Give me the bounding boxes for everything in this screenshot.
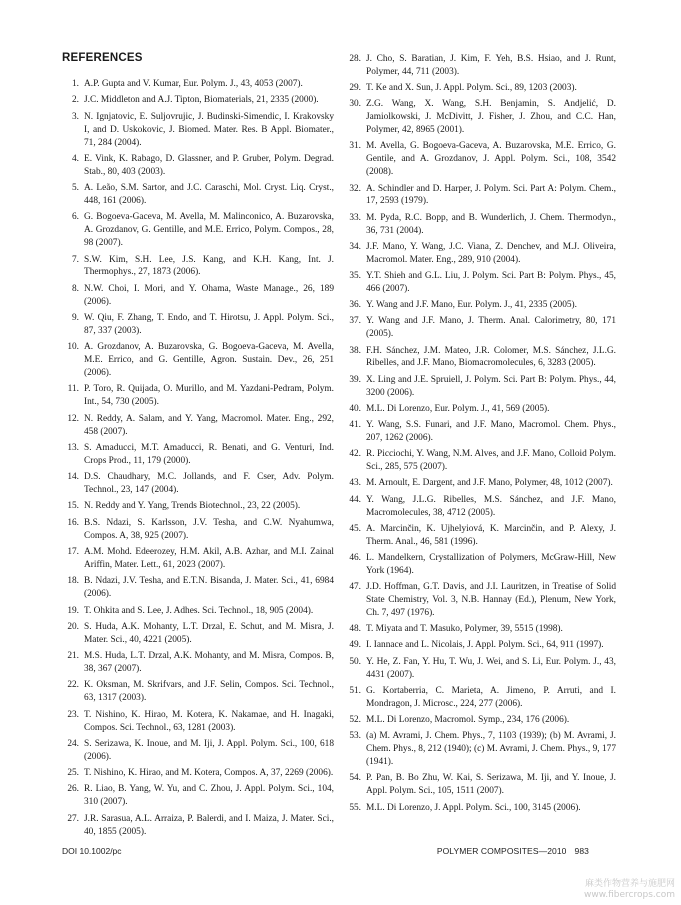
reference-text: N. Reddy, A. Salam, and Y. Yang, Macromol. Mater. Eng., 292, 458 (2007). xyxy=(84,413,334,437)
reference-item xyxy=(344,656,616,682)
reference-text: M.S. Huda, L.T. Drzal, A.K. Mohanty, and M. Misra, Compos. B, 38, 367 (2007). xyxy=(84,651,334,674)
reference-text: M. Avella, G. Bogoeva-Gaceva, A. Buzarovska, M.E. Errico, G. Gentile, and A. Grozdanov, J. Appl. Polym. Sci., 108, 3542 (2008). xyxy=(366,141,616,178)
reference-number: 50. xyxy=(349,656,361,667)
reference-number: 25. xyxy=(67,768,79,779)
reference-item xyxy=(344,183,616,209)
reference-item xyxy=(62,211,334,250)
reference-text: M. Arnoult, E. Dargent, and J.F. Mano, Polymer, 48, 1012 (2007). xyxy=(366,478,613,489)
reference-text: M. Pyda, R.C. Bopp, and B. Wunderlich, J. Chem. Thermodyn., 36, 731 (2004). xyxy=(366,212,616,236)
reference-item xyxy=(62,605,334,618)
reference-text: Y.T. Shieh and G.L. Liu, J. Polym. Sci. Part B: Polym. Phys., 45, 466 (2007). xyxy=(366,271,616,294)
reference-item xyxy=(62,783,334,809)
watermark-line-1: 麻类作物营养与施肥网 xyxy=(584,879,675,889)
reference-number: 33. xyxy=(349,212,361,223)
reference-number: 39. xyxy=(349,374,361,385)
reference-number: 42. xyxy=(349,449,361,460)
reference-item xyxy=(344,494,616,520)
reference-item xyxy=(62,442,334,468)
reference-text: W. Qiu, F. Zhang, T. Endo, and T. Hirotsu, J. Appl. Polym. Sci., 87, 337 (2003). xyxy=(84,313,334,336)
reference-number: 52. xyxy=(349,715,361,726)
reference-text: L. Mandelkern, Crystallization of Polymers, McGraw-Hill, New York (1964). xyxy=(366,553,616,576)
reference-number: 37. xyxy=(349,316,361,327)
reference-item xyxy=(344,552,616,578)
reference-number: 40. xyxy=(349,403,361,414)
reference-text: T. Nishino, K. Hirao, and M. Kotera, Compos. A, 37, 2269 (2006). xyxy=(84,768,334,779)
reference-number: 2. xyxy=(71,95,79,106)
reference-number: 3. xyxy=(71,111,79,122)
reference-text: A. Leão, S.M. Sartor, and J.C. Caraschi, Mol. Cryst. Liq. Cryst., 448, 161 (2006). xyxy=(84,183,334,206)
references-left-column xyxy=(62,78,334,842)
reference-item xyxy=(344,403,616,416)
reference-item xyxy=(62,709,334,735)
reference-item xyxy=(344,772,616,798)
reference-item xyxy=(62,471,334,497)
reference-text: G. Kortaberria, C. Marieta, A. Jimeno, P. Arruti, and I. Mondragon, J. Microsc., 224, 277 (2006). xyxy=(366,685,616,709)
reference-item xyxy=(62,153,334,179)
footer-doi: DOI 10.1002/pc xyxy=(62,846,122,856)
reference-item xyxy=(62,182,334,208)
reference-text: Z.G. Wang, X. Wang, S.H. Benjamin, S. Andjelić, D. Jamiolkowski, J. McDivitt, J. Fisher, J. Zhou, and C.C. Han, Polymer, 42, 8965 (2001). xyxy=(366,99,616,136)
reference-number: 55. xyxy=(349,802,361,813)
reference-number: 31. xyxy=(349,141,361,152)
reference-number: 53. xyxy=(349,731,361,742)
references-heading: REFERENCES xyxy=(62,52,143,64)
reference-number: 15. xyxy=(67,501,79,512)
reference-item xyxy=(344,730,616,769)
reference-item xyxy=(62,650,334,676)
reference-text: M.L. Di Lorenzo, Macromol. Symp., 234, 176 (2006). xyxy=(366,715,570,726)
reference-number: 54. xyxy=(349,773,361,784)
reference-text: E. Vink, K. Rabago, D. Glassner, and P. Gruber, Polym. Degrad. Stab., 80, 403 (2003). xyxy=(84,153,334,177)
reference-number: 48. xyxy=(349,624,361,635)
reference-text: J.D. Hoffman, G.T. Davis, and J.I. Lauritzen, in Treatise of Solid State Chemistry, Vol. 3, N.B. Hannay (Ed.), Plenum, New York, Ch. 7, 497 (1976). xyxy=(366,582,616,618)
reference-item xyxy=(62,78,334,91)
reference-number: 4. xyxy=(71,153,79,164)
reference-text: N. Reddy and Y. Yang, Trends Biotechnol., 23, 22 (2005). xyxy=(84,501,301,512)
reference-text: Y. He, Z. Fan, Y. Hu, T. Wu, J. Wei, and S. Li, Eur. Polym. J., 43, 4431 (2007). xyxy=(366,656,616,680)
reference-item xyxy=(62,341,334,380)
reference-text: R. Liao, B. Yang, W. Yu, and C. Zhou, J. Appl. Polym. Sci., 104, 310 (2007). xyxy=(84,784,334,808)
reference-number: 27. xyxy=(67,813,79,824)
reference-item xyxy=(344,623,616,636)
reference-text: G. Bogoeva-Gaceva, M. Avella, M. Malinconico, A. Buzarovska, A. Grozdanov, G. Gentille, and M.E. Errico, Polym. Compos., 28, 98 (2007). xyxy=(84,212,334,249)
reference-text: X. Ling and J.E. Spruiell, J. Polym. Sci. Part B: Polym. Phys., 44, 3200 (2006). xyxy=(366,374,616,398)
reference-item xyxy=(344,212,616,238)
reference-number: 6. xyxy=(71,212,79,223)
reference-text: M.L. Di Lorenzo, Eur. Polym. J., 41, 569 (2005). xyxy=(366,403,550,414)
reference-text: Y. Wang and J.F. Mano, J. Therm. Anal. Calorimetry, 80, 171 (2005). xyxy=(366,316,616,340)
reference-text: S. Amaducci, M.T. Amaducci, R. Benati, and G. Venturi, Ind. Crops Prod., 11, 179 (2000). xyxy=(84,442,334,466)
reference-number: 12. xyxy=(67,413,79,424)
reference-number: 41. xyxy=(349,420,361,431)
reference-item xyxy=(344,82,616,95)
reference-item xyxy=(62,575,334,601)
reference-number: 35. xyxy=(349,271,361,281)
reference-text: P. Toro, R. Quijada, O. Murillo, and M. Yazdani-Pedram, Polym. Int., 54, 730 (2005). xyxy=(84,384,334,408)
reference-number: 18. xyxy=(67,576,79,587)
reference-item xyxy=(62,621,334,647)
reference-text: Y. Wang, S.S. Funari, and J.F. Mano, Macromol. Chem. Phys., 207, 1262 (2006). xyxy=(366,420,616,444)
reference-number: 20. xyxy=(67,621,79,632)
reference-text: Y. Wang, J.L.G. Ribelles, M.S. Sánchez, and J.F. Mano, Macromolecules, 38, 4712 (2005). xyxy=(366,494,616,518)
reference-item xyxy=(344,448,616,474)
reference-item xyxy=(344,523,616,549)
references-right-column xyxy=(344,53,616,818)
reference-number: 5. xyxy=(71,183,79,194)
watermark-line-2: www.fibercrops.com xyxy=(584,890,675,900)
reference-text: J.C. Middleton and A.J. Tipton, Biomaterials, 21, 2335 (2000). xyxy=(84,95,319,106)
reference-item xyxy=(344,581,616,620)
reference-number: 34. xyxy=(349,241,361,252)
reference-number: 45. xyxy=(349,523,361,534)
reference-number: 14. xyxy=(67,472,79,483)
reference-text: A.M. Mohd. Edeerozey, H.M. Akil, A.B. Azhar, and M.I. Zainal Ariffin, Mater. Lett., 61, 2023 (2007). xyxy=(84,547,334,570)
reference-item xyxy=(344,241,616,267)
reference-number: 30. xyxy=(349,99,361,110)
reference-item xyxy=(62,94,334,107)
reference-number: 51. xyxy=(349,685,361,696)
reference-item xyxy=(344,419,616,445)
reference-text: A. Marcinčin, K. Ujhelyiová, K. Marcinčin, and P. Alexy, J. Therm. Anal., 46, 581 (1996). xyxy=(366,523,616,547)
reference-item xyxy=(62,517,334,543)
reference-number: 9. xyxy=(71,313,79,323)
reference-item xyxy=(62,738,334,764)
reference-text: (a) M. Avrami, J. Chem. Phys., 7, 1103 (1939); (b) M. Avrami, J. Chem. Phys., 8, 212 (1940); (c) M. Avrami, J. Chem. Phys., 9, 177 (1941). xyxy=(366,731,616,768)
reference-item xyxy=(344,270,616,296)
footer-journal-name: POLYMER COMPOSITES—2010 xyxy=(436,846,567,856)
reference-number: 32. xyxy=(349,183,361,194)
reference-text: J.F. Mano, Y. Wang, J.C. Viana, Z. Denchev, and M.J. Oliveira, Macromol. Mater. Eng., 289, 910 (2004). xyxy=(366,241,616,265)
reference-number: 46. xyxy=(349,553,361,563)
reference-number: 16. xyxy=(67,517,79,528)
reference-text: J. Cho, S. Baratian, J. Kim, F. Yeh, B.S. Hsiao, and J. Runt, Polymer, 44, 711 (2003). xyxy=(366,54,616,77)
reference-text: F.H. Sánchez, J.M. Mateo, J.R. Colomer, M.S. Sánchez, J.L.G. Ribelles, and J.F. Mano, Biomacromolecules, 6, 3283 (2005). xyxy=(366,345,616,369)
reference-item xyxy=(62,546,334,572)
reference-number: 8. xyxy=(71,283,79,294)
reference-text: S. Serizawa, K. Inoue, and M. Iji, J. Appl. Polym. Sci., 100, 618 (2006). xyxy=(84,738,334,762)
reference-number: 43. xyxy=(349,478,361,489)
reference-text: M.L. Di Lorenzo, J. Appl. Polym. Sci., 100, 3145 (2006). xyxy=(366,802,581,813)
reference-number: 28. xyxy=(349,54,361,64)
reference-number: 21. xyxy=(67,651,79,662)
reference-number: 36. xyxy=(349,300,361,311)
reference-text: N. Ignjatovic, E. Suljovrujic, J. Budinski-Simendic, I. Krakovsky I, and D. Uskokovic, J. Biomed. Mater. Res. B Appl. Biomater., 71, 284 (2004). xyxy=(84,111,334,148)
reference-text: A. Grozdanov, A. Buzarovska, G. Bogoeva-Gaceva, M. Avella, M.E. Errico, and G. Gentille, Agron. Sustain. Dev., 26, 251 (2006). xyxy=(84,342,334,379)
reference-text: J.R. Sarasua, A.L. Arraiza, P. Balerdi, and I. Maiza, J. Mater. Sci., 40, 1855 (2005). xyxy=(84,813,334,837)
reference-text: B.S. Ndazi, S. Karlsson, J.V. Tesha, and C.W. Nyahumwa, Compos. A, 38, 925 (2007). xyxy=(84,517,334,541)
reference-text: A.P. Gupta and V. Kumar, Eur. Polym. J., 43, 4053 (2007). xyxy=(84,79,303,89)
reference-item xyxy=(62,254,334,280)
reference-item xyxy=(344,345,616,371)
reference-item xyxy=(62,383,334,409)
reference-text: P. Pan, B. Bo Zhu, W. Kai, S. Serizawa, M. Iji, and Y. Inoue, J. Appl. Polym. Sci., 105, 1511 (2007). xyxy=(366,773,616,797)
reference-number: 49. xyxy=(349,640,361,651)
reference-item xyxy=(62,500,334,513)
reference-text: K. Oksman, M. Skrifvars, and J.F. Selin, Compos. Sci. Technol., 63, 1317 (2003). xyxy=(84,680,334,704)
reference-number: 44. xyxy=(349,494,361,505)
reference-number: 19. xyxy=(67,605,79,616)
reference-number: 29. xyxy=(349,83,361,94)
reference-text: I. Iannace and L. Nicolais, J. Appl. Polym. Sci., 64, 911 (1997). xyxy=(366,640,604,651)
reference-number: 13. xyxy=(67,442,79,453)
reference-number: 47. xyxy=(349,582,361,593)
reference-number: 38. xyxy=(349,345,361,356)
reference-text: B. Ndazi, J.V. Tesha, and E.T.N. Bisanda, J. Mater. Sci., 41, 6984 (2006). xyxy=(84,576,334,600)
reference-number: 11. xyxy=(67,384,79,395)
reference-item xyxy=(344,53,616,79)
reference-item xyxy=(344,477,616,490)
reference-number: 1. xyxy=(71,79,79,89)
reference-item xyxy=(62,679,334,705)
reference-number: 24. xyxy=(67,738,79,749)
reference-item xyxy=(344,299,616,312)
watermark xyxy=(584,879,675,901)
reference-item xyxy=(62,413,334,439)
reference-text: D.S. Chaudhary, M.C. Jollands, and F. Cser, Adv. Polym. Technol., 23, 147 (2004). xyxy=(84,472,334,496)
reference-text: Y. Wang and J.F. Mano, Eur. Polym. J., 41, 2335 (2005). xyxy=(366,300,577,311)
reference-text: S. Huda, A.K. Mohanty, L.T. Drzal, E. Schut, and M. Misra, J. Mater. Sci., 40, 4221 (2005). xyxy=(84,621,334,645)
footer-journal xyxy=(437,846,589,856)
reference-text: A. Schindler and D. Harper, J. Polym. Sci. Part A: Polym. Chem., 17, 2593 (1979). xyxy=(366,183,616,207)
reference-number: 17. xyxy=(67,547,79,557)
reference-text: T. Miyata and T. Masuko, Polymer, 39, 5515 (1998). xyxy=(366,624,563,635)
reference-text: N.W. Choi, I. Mori, and Y. Ohama, Waste Manage., 26, 189 (2006). xyxy=(84,283,334,307)
reference-number: 23. xyxy=(67,709,79,720)
reference-text: R. Picciochi, Y. Wang, N.M. Alves, and J.F. Mano, Colloid Polym. Sci., 285, 575 (2007). xyxy=(366,449,616,473)
reference-item xyxy=(344,714,616,727)
reference-item xyxy=(62,111,334,150)
reference-number: 22. xyxy=(67,680,79,691)
reference-item xyxy=(62,312,334,338)
reference-item xyxy=(62,813,334,839)
reference-number: 26. xyxy=(67,784,79,795)
reference-text: S.W. Kim, S.H. Lee, J.S. Kang, and K.H. Kang, Int. J. Thermophys., 27, 1873 (2006). xyxy=(84,254,334,278)
reference-text: T. Ke and X. Sun, J. Appl. Polym. Sci., 89, 1203 (2003). xyxy=(366,83,577,94)
reference-text: T. Nishino, K. Hirao, M. Kotera, K. Nakamae, and H. Inagaki, Compos. Sci. Technol., 63, 1281 (2003). xyxy=(84,709,334,733)
reference-item xyxy=(344,140,616,179)
reference-item xyxy=(62,283,334,309)
reference-item xyxy=(344,802,616,815)
reference-number: 10. xyxy=(67,342,79,353)
reference-item xyxy=(62,767,334,780)
reference-item xyxy=(344,98,616,137)
reference-item xyxy=(344,685,616,711)
reference-number: 7. xyxy=(71,254,79,265)
reference-text: T. Ohkita and S. Lee, J. Adhes. Sci. Technol., 18, 905 (2004). xyxy=(84,605,314,616)
reference-item xyxy=(344,639,616,652)
reference-item xyxy=(344,374,616,400)
reference-item xyxy=(344,315,616,341)
footer-page-number: 983 xyxy=(574,846,589,856)
